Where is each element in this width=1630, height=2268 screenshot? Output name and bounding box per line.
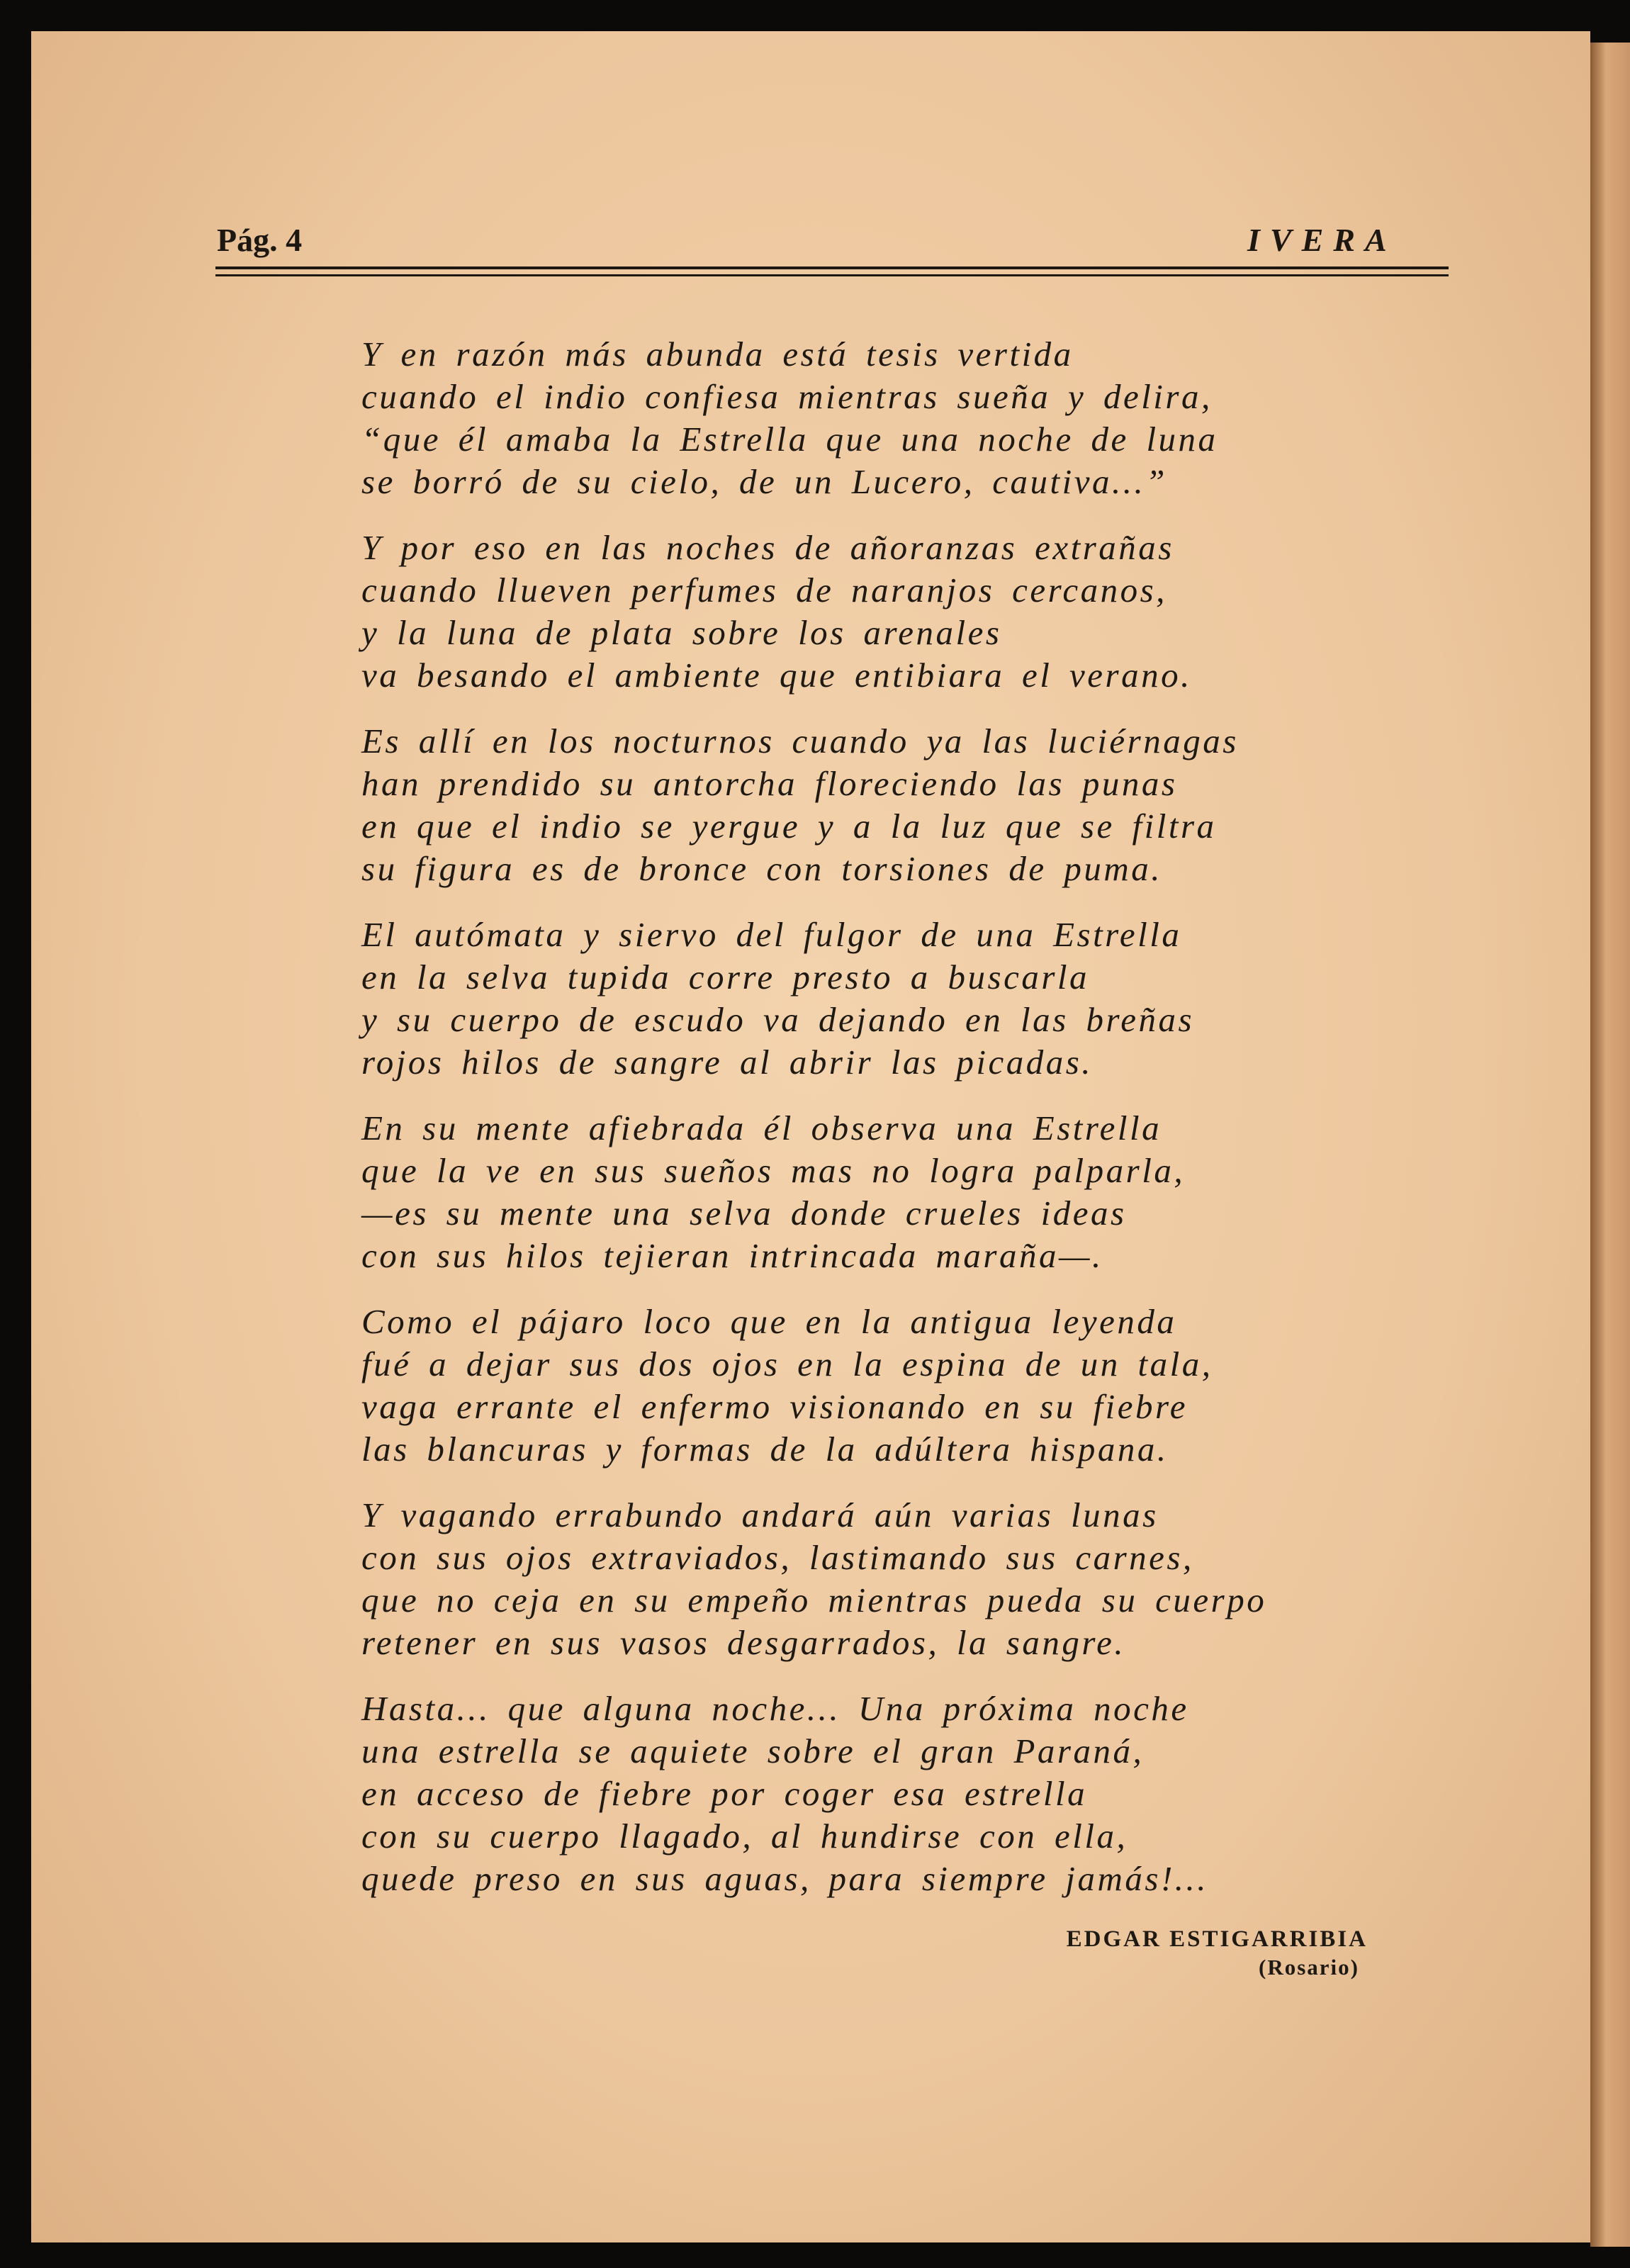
magazine-title: IVERA (1247, 222, 1397, 258)
poem-line: Y vagando errabundo andará aún varias lunas (361, 1495, 1159, 1534)
poem-line: en acceso de fiebre por coger esa estrella (361, 1774, 1088, 1813)
poem-line: —es su mente una selva donde crueles ideas (361, 1194, 1127, 1233)
poem-line: En su mente afiebrada él observa una Estrella (361, 1108, 1162, 1147)
poem-line: que la ve en sus sueños mas no logra palparla, (361, 1151, 1186, 1190)
poem-line: Y en razón más abunda está tesis vertida (361, 335, 1074, 374)
stanza (361, 1494, 1467, 1664)
page-number: Pág. 4 (217, 222, 303, 258)
poem-line: cuando el indio confiesa mientras sueña y delira, (361, 377, 1213, 416)
poem (361, 333, 1467, 1924)
poem-line: fué a dejar sus dos ojos en la espina de un tala, (361, 1344, 1213, 1383)
poem-line: quede preso en sus aguas, para siempre jamás!... (361, 1859, 1209, 1898)
author-name: EDGAR ESTIGARRIBIA (1066, 1926, 1368, 1952)
stanza (361, 914, 1467, 1084)
poem-line: con sus ojos extraviados, lastimando sus carnes, (361, 1538, 1194, 1577)
poem-line: “que él amaba la Estrella que una noche de luna (361, 420, 1218, 459)
poem-line: en la selva tupida corre presto a buscarla (361, 958, 1090, 997)
stanza (361, 1107, 1467, 1277)
poem-line: las blancuras y formas de la adúltera hispana. (361, 1430, 1169, 1469)
stanza (361, 1301, 1467, 1471)
poem-line: y su cuerpo de escudo va dejando en las breñas (361, 1000, 1195, 1039)
poem-line: rojos hilos de sangre al abrir las picadas. (361, 1043, 1094, 1082)
poem-line: El autómata y siervo del fulgor de una Estrella (361, 915, 1182, 954)
poem-line: vaga errante el enfermo visionando en su fiebre (361, 1387, 1188, 1426)
poem-line: y la luna de plata sobre los arenales (361, 613, 1002, 652)
poem-line: retener en sus vasos desgarrados, la sangre. (361, 1623, 1126, 1662)
poem-line: han prendido su antorcha floreciendo las punas (361, 764, 1178, 803)
poem-line: cuando llueven perfumes de naranjos cercanos, (361, 571, 1167, 610)
poem-line: Hasta... que alguna noche... Una próxima noche (361, 1689, 1189, 1728)
stanza (361, 527, 1467, 697)
poem-line: en que el indio se yergue y a la luz que se filtra (361, 807, 1217, 846)
poem-line: va besando el ambiente que entibiara el verano. (361, 656, 1192, 695)
poem-line: que no ceja en su empeño mientras pueda su cuerpo (361, 1581, 1267, 1619)
poem-line: con su cuerpo llagado, al hundirse con ella, (361, 1817, 1128, 1856)
poem-line: se borró de su cielo, de un Lucero, cautiva...” (361, 462, 1167, 501)
stanza (361, 333, 1467, 503)
poem-line: una estrella se aquiete sobre el gran Paraná, (361, 1731, 1145, 1770)
header-rule (215, 266, 1449, 269)
poem-line: Y por eso en las noches de añoranzas extrañas (361, 528, 1174, 567)
stanza (361, 1688, 1467, 1900)
poem-line: su figura es de bronce con torsiones de puma. (361, 849, 1162, 888)
poem-line: con sus hilos tejieran intrincada maraña—. (361, 1236, 1103, 1275)
author-place: (Rosario) (1259, 1955, 1359, 1980)
poem-line: Es allí en los nocturnos cuando ya las luciérnagas (361, 722, 1239, 760)
header-rule (215, 274, 1449, 276)
stanza (361, 720, 1467, 890)
poem-line: Como el pájaro loco que en la antigua leyenda (361, 1302, 1177, 1341)
next-page-edge (1590, 43, 1630, 2247)
